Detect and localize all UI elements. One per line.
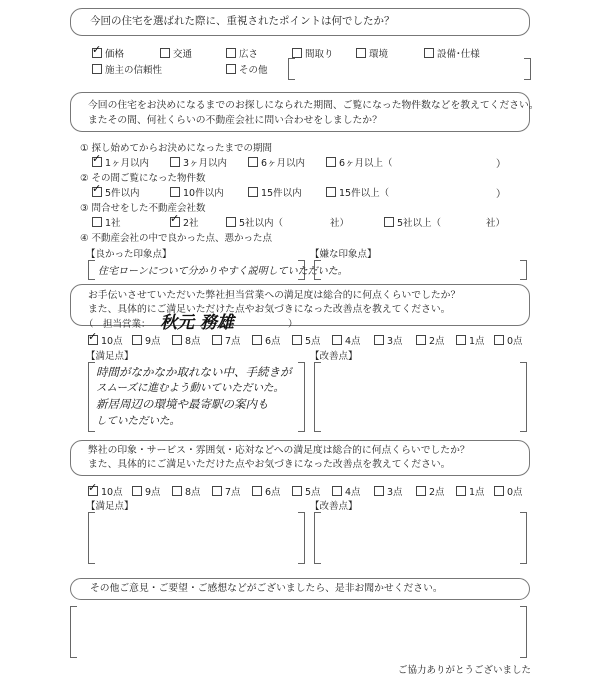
checkbox[interactable] bbox=[494, 335, 504, 345]
q3-satisfied-bracket-left bbox=[88, 362, 95, 432]
checkbox[interactable] bbox=[132, 335, 142, 345]
checkbox[interactable] bbox=[88, 486, 98, 496]
footer-thanks: ご協力ありがとうございました bbox=[398, 665, 532, 676]
q3-score-label: 6点 bbox=[265, 336, 281, 347]
q3-satisfied-label: 【満足点】 bbox=[86, 351, 134, 362]
q4-score-option[interactable] bbox=[172, 484, 201, 498]
checkbox bbox=[92, 64, 102, 74]
q2-question-line2: またその間、何社くらいの不動産会社に問い合わせをしましたか？ bbox=[88, 115, 382, 126]
checkbox bbox=[92, 157, 102, 167]
q4-score-option[interactable] bbox=[212, 484, 241, 498]
q3-improve-bracket-right bbox=[520, 362, 527, 432]
checkbox[interactable] bbox=[374, 486, 384, 496]
q4-score-option[interactable] bbox=[456, 484, 485, 498]
checkbox bbox=[248, 157, 258, 167]
q2-item4-title: ④ 不動産会社の中で良かった点、悪かった点 bbox=[80, 233, 273, 244]
q2-item3-opt1[interactable]: 1社 bbox=[92, 215, 121, 229]
bad-bracket-left bbox=[314, 260, 321, 280]
q3-satisfied-line3: 新居周辺の環境や最寄駅の案内も bbox=[96, 397, 269, 411]
q3-score-option[interactable] bbox=[374, 333, 403, 347]
q3-score-label: 8点 bbox=[185, 336, 201, 347]
q5-question: その他ご意見・ご要望・ご感想などがございましたら、是非お聞かせください。 bbox=[90, 583, 443, 594]
q4-improve-bracket-left bbox=[314, 512, 321, 564]
q4-question-line1: 弊社の印象・サービス・雰囲気・応対などへの満足度は総合的に何点くらいでしたか？ bbox=[88, 445, 470, 456]
q3-score-option[interactable] bbox=[494, 333, 523, 347]
q3-score-label: 3点 bbox=[387, 336, 403, 347]
q3-score-option[interactable] bbox=[212, 333, 241, 347]
checkbox bbox=[326, 187, 336, 197]
checkbox[interactable] bbox=[416, 486, 426, 496]
checkbox bbox=[160, 48, 170, 58]
checkbox bbox=[226, 64, 236, 74]
q3-question-line2: また、具体的にご満足いただけた点やお気づきになった改善点を教えてください。 bbox=[88, 304, 451, 315]
q1-option-price[interactable]: ✓価格 bbox=[92, 46, 124, 60]
checkbox bbox=[170, 217, 180, 227]
checkbox[interactable] bbox=[292, 335, 302, 345]
q2-question-line1: 今回の住宅をお決めになるまでのお探しになられた期間、ご覧になった物件数などを教えてください。 bbox=[88, 100, 539, 111]
q4-score-option[interactable] bbox=[88, 484, 123, 498]
staff-close: ） bbox=[288, 319, 298, 330]
q4-score-label: 9点 bbox=[145, 487, 161, 498]
checkbox bbox=[292, 48, 302, 58]
q3-score-option[interactable] bbox=[252, 333, 281, 347]
q1-other-bracket-left bbox=[288, 58, 295, 80]
q3-score-option[interactable] bbox=[132, 333, 161, 347]
good-impression-text: 住宅ローンについて分かりやすく説明していただいた。 bbox=[98, 266, 348, 277]
q4-score-option[interactable] bbox=[292, 484, 321, 498]
staff-label: （ 担当営業： bbox=[84, 319, 151, 330]
q4-question-line2: また、具体的にご満足いただけた点やお気づきになった改善点を教えてください。 bbox=[88, 459, 451, 470]
q4-score-option[interactable] bbox=[374, 484, 403, 498]
q5-bracket-left bbox=[70, 606, 77, 658]
q3-score-label: 10点 bbox=[101, 336, 123, 347]
q3-score-label: 2点 bbox=[429, 336, 445, 347]
checkbox[interactable] bbox=[374, 335, 384, 345]
checkbox[interactable] bbox=[252, 486, 262, 496]
checkbox[interactable] bbox=[332, 335, 342, 345]
q2-item2-opt3[interactable]: 15件以内 bbox=[248, 185, 302, 199]
q4-improve-bracket-right bbox=[520, 512, 527, 564]
q1-question: 今回の住宅を選ばれた際に、重視されたポイントは何でしたか？ bbox=[90, 15, 395, 27]
q4-satisfied-label: 【満足点】 bbox=[86, 501, 134, 512]
checkbox bbox=[92, 48, 102, 58]
q2-item1-opt1[interactable]: ✓1ヶ月以内 bbox=[92, 155, 149, 169]
checkbox bbox=[92, 217, 102, 227]
q2-item1-opt3[interactable]: 6ヶ月以内 bbox=[248, 155, 305, 169]
q4-score-label: 5点 bbox=[305, 487, 321, 498]
checkbox bbox=[226, 217, 236, 227]
q1-other-bracket-right bbox=[524, 58, 531, 80]
checkbox[interactable] bbox=[292, 486, 302, 496]
checkbox[interactable] bbox=[88, 335, 98, 345]
q2-item3-title: ③ 問合せをした不動産会社数 bbox=[80, 203, 206, 214]
q4-satisfied-bracket-right bbox=[298, 512, 305, 564]
checkbox bbox=[326, 157, 336, 167]
q2-item2-close: ） bbox=[496, 189, 506, 200]
q1-option-equipment[interactable]: 設備･仕様 bbox=[424, 46, 480, 60]
q3-satisfied-line4: していただいた。 bbox=[96, 415, 180, 427]
checkbox bbox=[92, 187, 102, 197]
checkbox bbox=[384, 217, 394, 227]
checkbox bbox=[424, 48, 434, 58]
q4-score-option[interactable] bbox=[494, 484, 523, 498]
q2-item1-opt4[interactable]: 6ヶ月以上（ bbox=[326, 155, 393, 169]
q4-score-label: 4点 bbox=[345, 487, 361, 498]
q1-option-transport[interactable]: 交通 bbox=[160, 46, 192, 60]
q4-score-label: 7点 bbox=[225, 487, 241, 498]
q3-score-label: 7点 bbox=[225, 336, 241, 347]
q3-satisfied-line2: スムーズに進むよう動いていただいた。 bbox=[96, 382, 284, 394]
staff-name: 秋元 務雄 bbox=[160, 313, 234, 333]
checkbox bbox=[356, 48, 366, 58]
q3-improve-label: 【改善点】 bbox=[310, 351, 358, 362]
checkbox[interactable] bbox=[132, 486, 142, 496]
bad-impression-label: 【嫌な印象点】 bbox=[310, 249, 377, 260]
q2-item1-title: ① 探し始めてからお決めになったまでの期間 bbox=[80, 143, 273, 154]
q1-option-size[interactable]: 広さ bbox=[226, 46, 258, 60]
q3-score-option[interactable] bbox=[88, 333, 123, 347]
q2-item2-opt1[interactable]: ✓5件以内 bbox=[92, 185, 140, 199]
q2-item2-opt2[interactable]: 10件以内 bbox=[170, 185, 224, 199]
checkbox[interactable] bbox=[212, 335, 222, 345]
q1-option-layout[interactable]: 間取り bbox=[292, 46, 334, 60]
good-bracket-left bbox=[88, 260, 95, 280]
q3-score-label: 4点 bbox=[345, 336, 361, 347]
q3-score-option[interactable] bbox=[456, 333, 485, 347]
q3-score-label: 5点 bbox=[305, 336, 321, 347]
q4-score-option[interactable] bbox=[132, 484, 161, 498]
q3-improve-bracket-left bbox=[314, 362, 321, 432]
checkbox[interactable] bbox=[456, 335, 466, 345]
q4-score-label: 10点 bbox=[101, 487, 123, 498]
checkbox[interactable] bbox=[172, 335, 182, 345]
q3-score-option[interactable] bbox=[172, 333, 201, 347]
q2-item2-opt4[interactable]: 15件以上（ bbox=[326, 185, 389, 199]
q3-score-label: 0点 bbox=[507, 336, 523, 347]
checkbox bbox=[226, 48, 236, 58]
q3-score-option[interactable] bbox=[292, 333, 321, 347]
q2-item3-unit-b: 社） bbox=[486, 218, 506, 229]
q4-score-option[interactable] bbox=[252, 484, 281, 498]
q3-satisfied-bracket-right bbox=[298, 362, 305, 432]
good-impression-label: 【良かった印象点】 bbox=[86, 249, 172, 260]
q5-bracket-right bbox=[520, 606, 527, 658]
q4-score-option[interactable] bbox=[332, 484, 361, 498]
q3-score-label: 9点 bbox=[145, 336, 161, 347]
checkbox[interactable] bbox=[416, 335, 426, 345]
q3-satisfied-line1: 時間がなかなか取れない中、手続きが bbox=[96, 365, 292, 379]
q1-option-trust[interactable]: 施主の信頼性 bbox=[92, 62, 162, 76]
q4-score-label: 8点 bbox=[185, 487, 201, 498]
q1-option-environment[interactable]: 環境 bbox=[356, 46, 388, 60]
q3-question-line1: お手伝いさせていただいた弊社担当営業への満足度は総合的に何点くらいでしたか？ bbox=[88, 290, 461, 301]
checkbox bbox=[170, 157, 180, 167]
checkbox[interactable] bbox=[212, 486, 222, 496]
q4-score-label: 2点 bbox=[429, 487, 445, 498]
q2-item3-opt3[interactable]: 5社以内（ bbox=[226, 215, 283, 229]
q4-improve-label: 【改善点】 bbox=[310, 501, 358, 512]
q2-item1-close: ） bbox=[496, 159, 506, 170]
q4-satisfied-bracket-left bbox=[88, 512, 95, 564]
q2-item3-unit-a: 社） bbox=[330, 218, 350, 229]
q2-item3-opt2[interactable]: ✓ 2社 bbox=[170, 215, 199, 229]
q2-item1-opt2[interactable]: 3ヶ月以内 bbox=[170, 155, 227, 169]
checkbox[interactable] bbox=[494, 486, 504, 496]
q2-item3-opt4[interactable]: 5社以上（ bbox=[384, 215, 441, 229]
checkbox bbox=[248, 187, 258, 197]
q4-score-label: 3点 bbox=[387, 487, 403, 498]
q3-score-label: 1点 bbox=[469, 336, 485, 347]
checkbox[interactable] bbox=[172, 486, 182, 496]
q4-score-label: 6点 bbox=[265, 487, 281, 498]
checkbox bbox=[170, 187, 180, 197]
q4-score-label: 0点 bbox=[507, 487, 523, 498]
q3-score-option[interactable] bbox=[332, 333, 361, 347]
q1-option-other[interactable]: その他 bbox=[226, 62, 268, 76]
q3-score-option[interactable] bbox=[416, 333, 445, 347]
bad-bracket-right bbox=[520, 260, 527, 280]
q4-score-label: 1点 bbox=[469, 487, 485, 498]
q2-item2-title: ② その間ご覧になった物件数 bbox=[80, 173, 206, 184]
q4-score-option[interactable] bbox=[416, 484, 445, 498]
checkbox[interactable] bbox=[332, 486, 342, 496]
checkbox[interactable] bbox=[252, 335, 262, 345]
checkbox[interactable] bbox=[456, 486, 466, 496]
